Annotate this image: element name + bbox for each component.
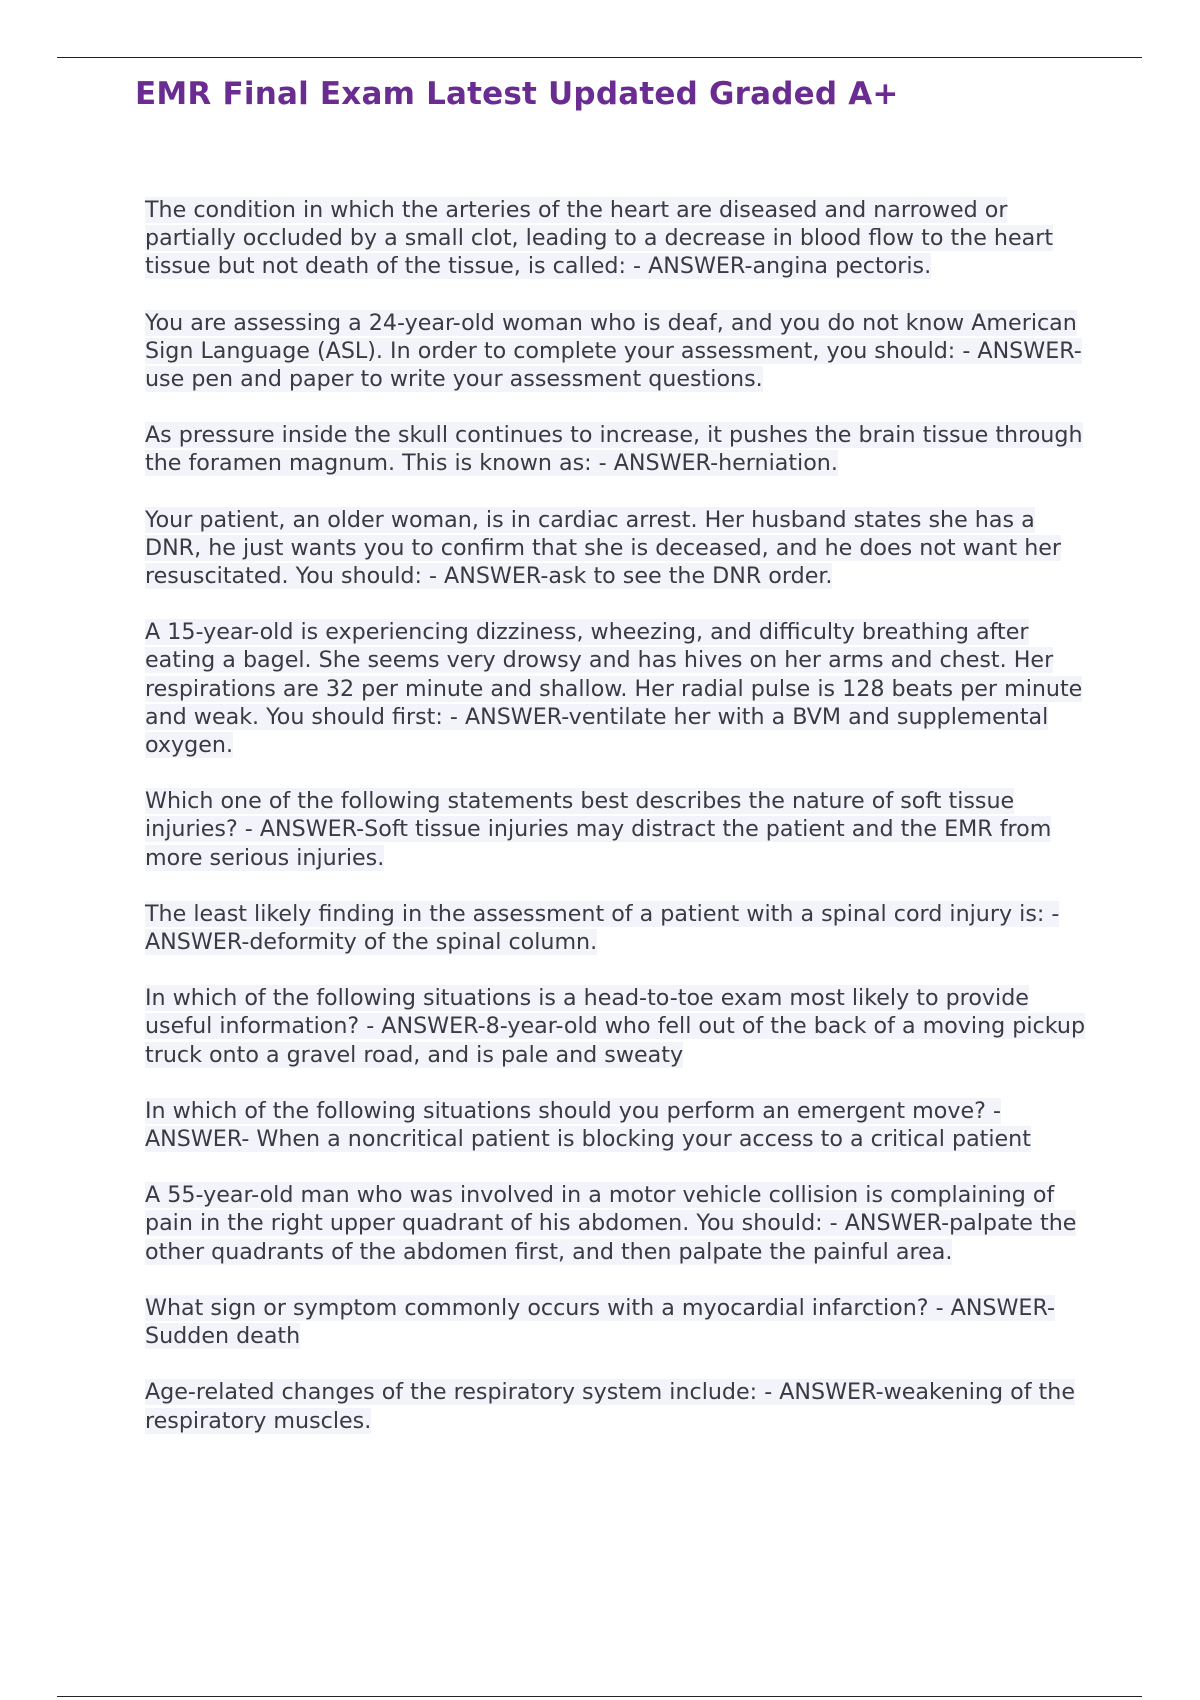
- qa-item: [145, 787, 1090, 872]
- qa-item: [145, 421, 1090, 477]
- qa-item: [145, 618, 1090, 759]
- top-divider: [57, 57, 1142, 58]
- qa-item: [145, 1097, 1090, 1153]
- qa-item: [145, 1294, 1090, 1350]
- qa-item: [145, 900, 1090, 956]
- qa-text: The condition in which the arteries of the heart are diseased and narrowed or partially occluded by a small clot, leading to a decrease in blood flow to the heart tissue but not death of the tissue, is called: - ANSWER-angina pectoris.: [145, 197, 1054, 280]
- qa-text: As pressure inside the skull continues to increase, it pushes the brain tissue through the foramen magnum. This is known as: - ANSWER-herniation.: [145, 422, 1083, 477]
- document-title: EMR Final Exam Latest Updated Graded A+: [135, 76, 899, 112]
- qa-item: [145, 506, 1090, 591]
- qa-text: The least likely finding in the assessment of a patient with a spinal cord injury is: - ANSWER-deformity of the spinal column.: [145, 900, 1060, 956]
- qa-item: [145, 196, 1090, 281]
- qa-text: Which one of the following statements best describes the nature of soft tissue injuries? - ANSWER-Soft tissue injuries may distract the patient and the EMR from more serious injuries.: [145, 788, 1052, 871]
- qa-item: [145, 984, 1090, 1069]
- qa-item: [145, 309, 1090, 394]
- question-answer-list: [145, 196, 1090, 1463]
- qa-text: In which of the following situations is a head-to-toe exam most likely to provide useful information? - ANSWER-8-year-old who fell out of the back of a moving pickup truck onto a gravel road, and is pale and sweaty: [145, 985, 1086, 1068]
- bottom-divider: [57, 1696, 1142, 1697]
- qa-text: A 55-year-old man who was involved in a motor vehicle collision is complaining of pain in the right upper quadrant of his abdomen. You should: - ANSWER-palpate the other quadrants of the abdomen first, and then palpate the painful area.: [145, 1182, 1077, 1265]
- qa-text: You are assessing a 24-year-old woman who is deaf, and you do not know American Sign Language (ASL). In order to complete your assessment, you should: - ANSWER- use pen and paper to write your assessment questions.: [145, 309, 1082, 393]
- qa-text: Age-related changes of the respiratory system include: - ANSWER-weakening of the respiratory muscles.: [145, 1379, 1075, 1434]
- qa-item: [145, 1378, 1090, 1434]
- qa-text: Your patient, an older woman, is in cardiac arrest. Her husband states she has a DNR, he just wants you to confirm that she is deceased, and he does not want her resuscitated. You should: - ANSWER-ask to see the DNR order.: [145, 506, 1062, 590]
- qa-item: [145, 1181, 1090, 1266]
- qa-text: What sign or symptom commonly occurs with a myocardial infarction? - ANSWER- Sudden death: [145, 1294, 1055, 1350]
- qa-text: In which of the following situations should you perform an emergent move? - ANSWER- When a noncritical patient is blocking your access to a critical patient: [145, 1097, 1031, 1153]
- qa-text: A 15-year-old is experiencing dizziness, wheezing, and difficulty breathing after eating a bagel. She seems very drowsy and has hives on her arms and chest. Her respirations are 32 per minute and shallow. Her radial pulse is 128 beats per minute and weak. You should first: - ANSWER-ventilate her with a BVM and supplemental oxygen.: [145, 619, 1083, 759]
